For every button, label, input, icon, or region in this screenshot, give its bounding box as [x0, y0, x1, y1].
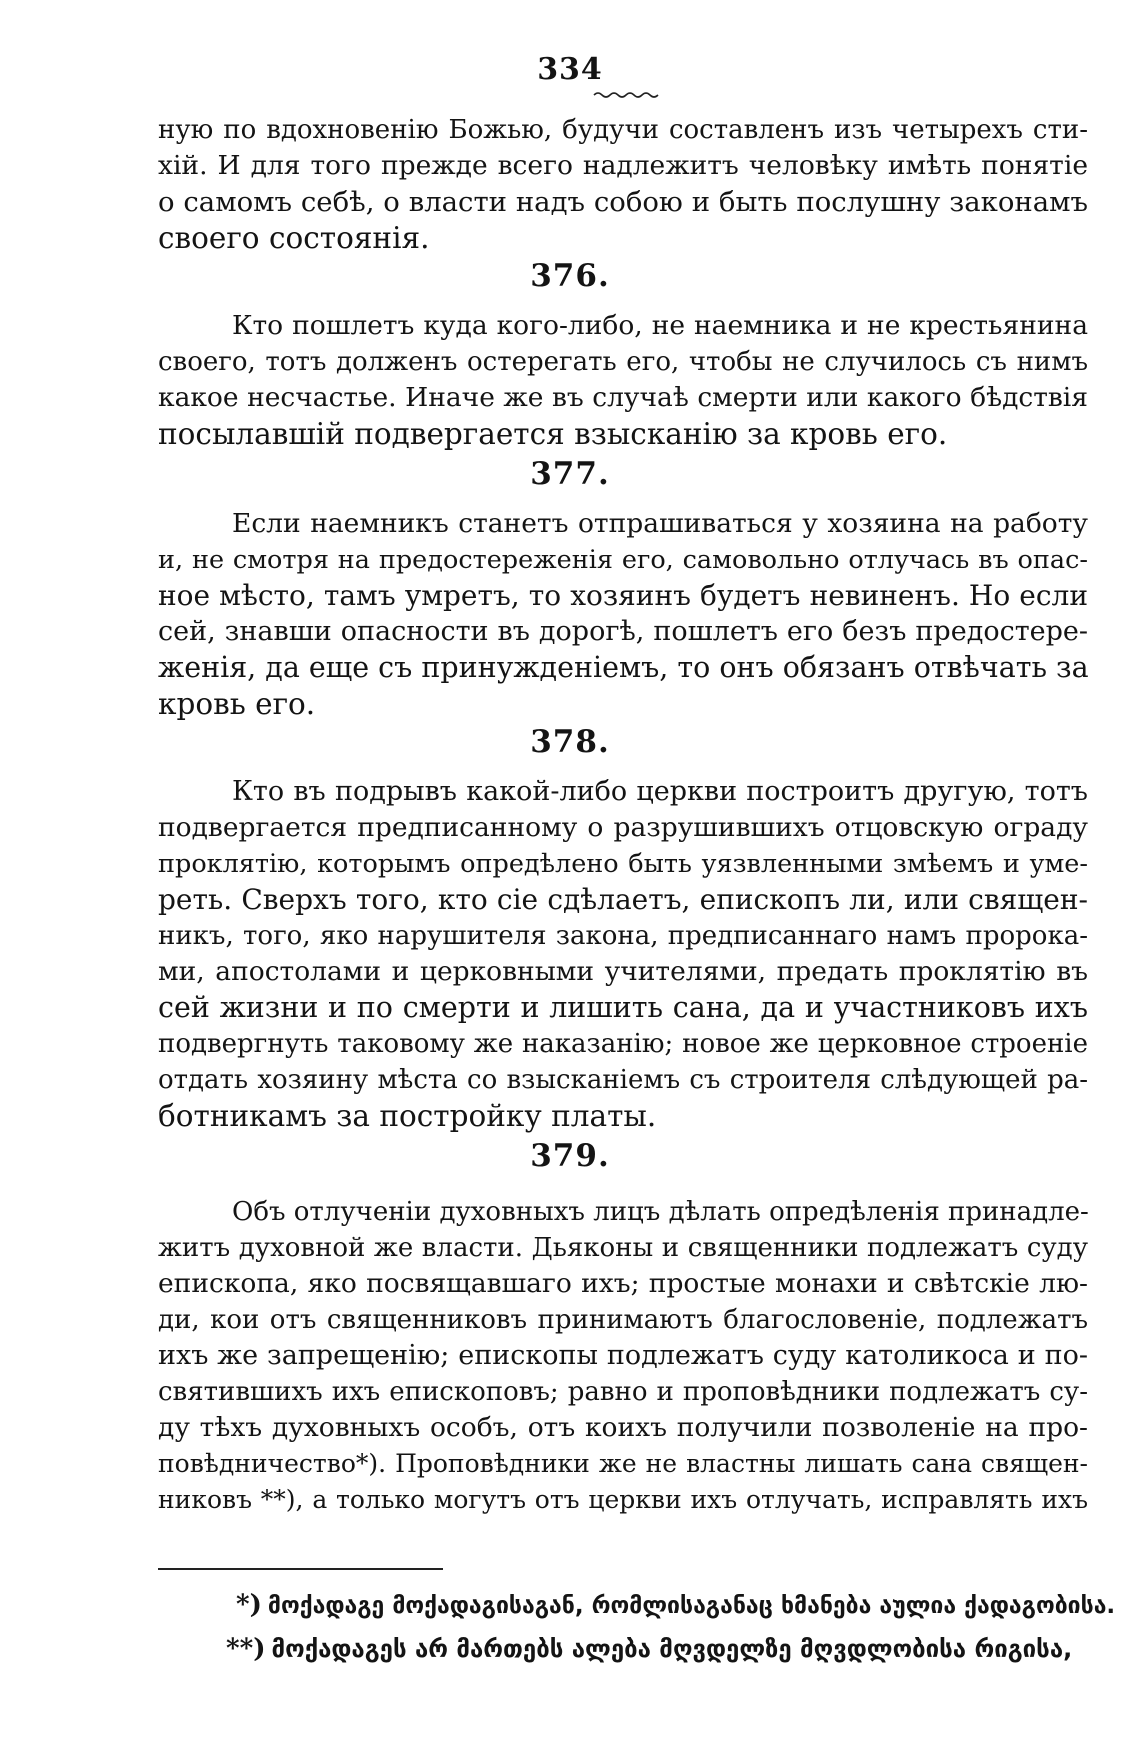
text-line: никовъ **), а только могутъ отъ церкви ихъ отлучать, исправлять ихъ — [158, 1485, 1088, 1514]
text-line: Кто пошлетъ куда кого-либо, не наемника и не крестьянина — [232, 310, 1088, 341]
intro-paragraph — [158, 112, 1088, 256]
section-376-paragraph — [158, 308, 1088, 452]
text-line: реть. Сверхъ того, кто сіе сдѣлаетъ, епископъ ли, или священ- — [158, 883, 1088, 916]
text-line: никъ, того, яко нарушителя закона, предписаннаго намъ пророка- — [158, 921, 1088, 951]
text-line: святившихъ ихъ епископовъ; равно и проповѣдники подлежатъ су- — [158, 1377, 1088, 1407]
text-line: епископа, яко посвящавшаго ихъ; простые монахи и свѣтскіе лю- — [158, 1268, 1088, 1299]
text-line: своего состоянія. — [158, 221, 430, 255]
text-line: посылавшій подвергается взысканію за кровь его. — [158, 417, 948, 451]
text-line: ди, кои отъ священниковъ принимаютъ благословеніе, подлежатъ — [158, 1305, 1088, 1335]
footnote-text: მოქადაგეს არ მართებს ალება მღვდელზე მღვდლობისა რიგისა, — [271, 1635, 1073, 1663]
footnote-2 — [226, 1634, 1072, 1664]
text-line: проклятію, которымъ опредѣлено быть уязвленными змѣемъ и уме- — [158, 849, 1088, 879]
footnote-1 — [236, 1590, 1115, 1620]
text-line: ихъ же запрещенію; епископы подлежатъ суду католикоса и по- — [158, 1340, 1088, 1371]
footnote-separator — [158, 1568, 443, 1570]
section-378-paragraph — [158, 774, 1088, 1134]
text-line: своего, тотъ долженъ остерегать его, чтобы не случилось съ нимъ — [158, 347, 1088, 377]
text-line: сей, знавши опасности въ дорогѣ, пошлетъ его безъ предостере- — [158, 616, 1088, 647]
section-number-378: 378. — [530, 724, 610, 760]
text-line: подвергнуть таковому же наказанію; новое же церковное строеніе — [158, 1029, 1088, 1059]
text-line: ное мѣсто, тамъ умретъ, то хозяинъ будетъ невиненъ. Но если — [158, 579, 1088, 612]
text-line: Кто въ подрывъ какой-либо церкви построитъ другую, тотъ — [232, 776, 1088, 807]
page-number: 334 — [537, 52, 603, 87]
text-line: какое несчастье. Иначе же въ случаѣ смерти или какого бѣдствія — [158, 382, 1088, 413]
section-379-paragraph — [158, 1194, 1088, 1518]
footnote-mark: **) — [226, 1634, 266, 1664]
text-line: хій. И для того прежде всего надлежитъ человѣку имѣть понятіе — [158, 150, 1088, 181]
text-line: и, не смотря на предостереженія его, самовольно отлучась въ опас- — [158, 545, 1088, 575]
section-number-376: 376. — [530, 258, 610, 294]
text-line: Объ отлученіи духовныхъ лицъ дѣлать опредѣленія принадле- — [232, 1197, 1089, 1227]
text-line: ми, апостолами и церковными учителями, предать проклятію въ — [158, 956, 1088, 987]
text-line: ботникамъ за постройку платы. — [158, 1099, 657, 1133]
text-line: женія, да еще съ принужденіемъ, то онъ обязанъ отвѣчать за — [158, 651, 1089, 684]
footnote-text: მოქადაგე მოქადაგისაგან, რომლისაგანაც ხმანება აულია ქადაგობისა. — [267, 1593, 1116, 1619]
text-line: повѣдничество*). Проповѣдники же не властны лишать сана священ- — [158, 1449, 1088, 1478]
text-line: ду тѣхъ духовныхъ особъ, отъ коихъ получили позволеніе на про- — [158, 1412, 1088, 1443]
page-number-ornament — [592, 90, 662, 100]
section-377-paragraph — [158, 506, 1088, 722]
text-line: житъ духовной же власти. Дьяконы и священники подлежатъ суду — [158, 1233, 1088, 1263]
text-line: о самомъ себѣ, о власти надъ собою и быть послушну законамъ — [158, 186, 1088, 218]
text-line: сей жизни и по смерти и лишить сана, да и участниковъ ихъ — [158, 991, 1088, 1024]
text-line: подвергается предписанному о разрушившихъ отцовскую ограду — [158, 812, 1088, 843]
text-line: кровь его. — [158, 687, 316, 721]
text-line: Если наемникъ станетъ отпрашиваться у хозяина на работу — [232, 508, 1088, 539]
section-number-379: 379. — [530, 1138, 610, 1174]
section-number-377: 377. — [530, 456, 610, 492]
text-line: ную по вдохновенію Божью, будучи составленъ изъ четырехъ сти- — [158, 115, 1088, 145]
text-line: отдать хозяину мѣста со взысканіемъ съ строителя слѣдующей ра- — [158, 1065, 1088, 1095]
footnote-mark: *) — [236, 1590, 262, 1620]
